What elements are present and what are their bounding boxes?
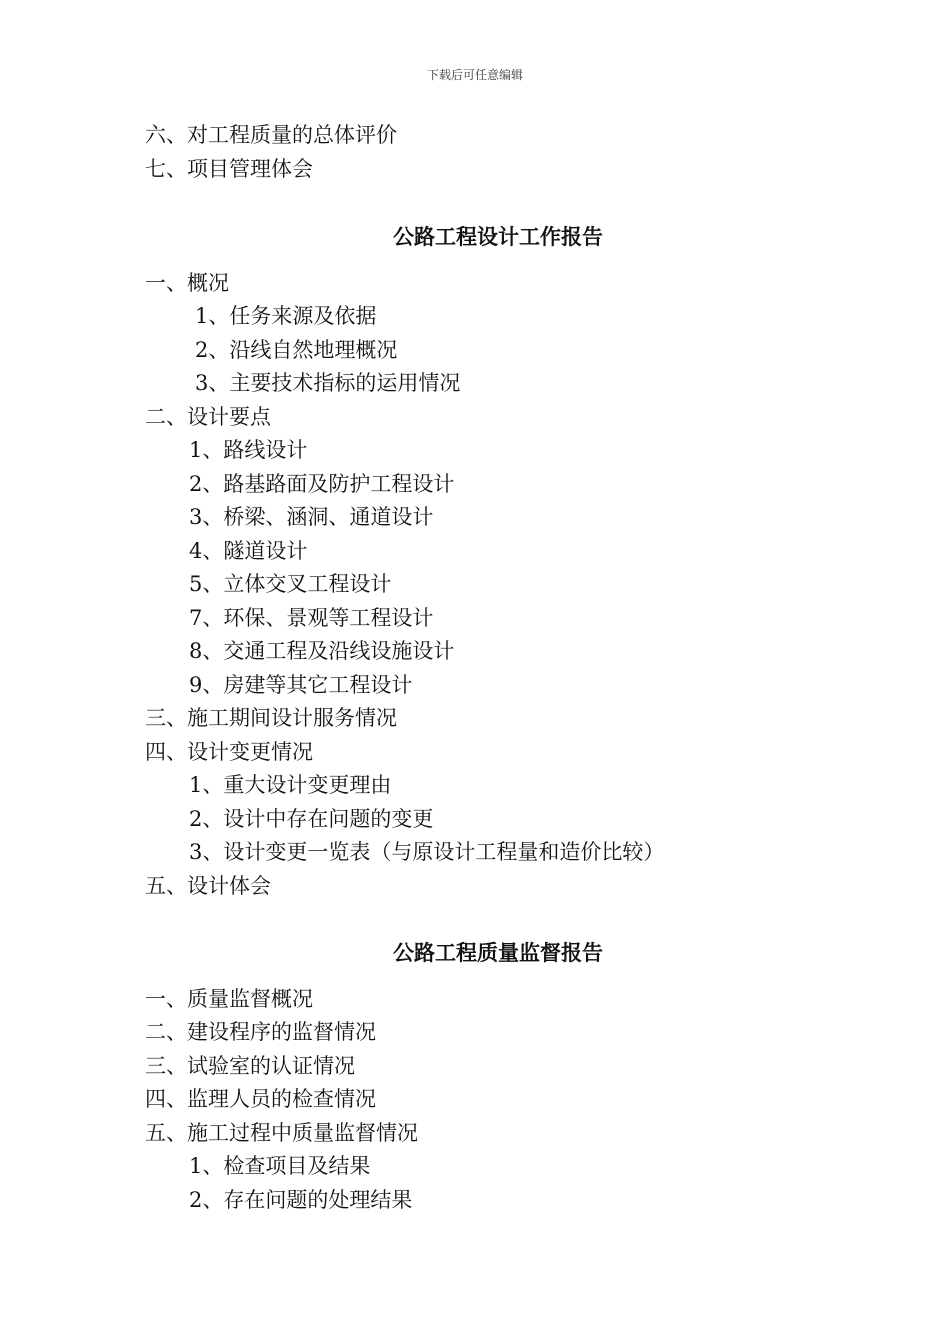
outline-subitem: 3、桥梁、涵洞、通道设计: [189, 505, 434, 529]
outline-item: 五、设计体会: [145, 874, 271, 898]
outline-item: 二、建设程序的监督情况: [145, 1020, 376, 1044]
outline-subitem: 9、房建等其它工程设计: [189, 673, 413, 697]
outline-subitem: 3、设计变更一览表（与原设计工程量和造价比较）: [189, 840, 665, 864]
outline-subitem: 1、路线设计: [189, 438, 308, 462]
outline-subitem: 7、环保、景观等工程设计: [189, 606, 434, 630]
outline-item: 四、设计变更情况: [145, 740, 313, 764]
outline-subitem: 1、重大设计变更理由: [189, 773, 392, 797]
outline-item: 二、设计要点: [145, 405, 271, 429]
outline-subitem: 1、检查项目及结果: [189, 1154, 371, 1178]
outline-item: 一、概况: [145, 271, 229, 295]
outline-item: 三、施工期间设计服务情况: [145, 706, 397, 730]
outline-subitem: 2、存在问题的处理结果: [189, 1188, 413, 1212]
outline-item: 三、试验室的认证情况: [145, 1054, 355, 1078]
quality-report-title: 公路工程质量监督报告: [393, 940, 603, 965]
outline-subitem: 2、设计中存在问题的变更: [189, 807, 434, 831]
outline-subitem: 4、隧道设计: [189, 539, 308, 563]
outline-subitem: 2、沿线自然地理概况: [195, 338, 398, 362]
outline-subitem: 5、立体交叉工程设计: [189, 572, 392, 596]
outline-item: 七、项目管理体会: [145, 157, 313, 181]
outline-subitem: 2、路基路面及防护工程设计: [189, 472, 455, 496]
outline-item: 一、质量监督概况: [145, 987, 313, 1011]
outline-item: 四、监理人员的检查情况: [145, 1087, 376, 1111]
outline-subitem: 8、交通工程及沿线设施设计: [189, 639, 455, 663]
outline-subitem: 3、主要技术指标的运用情况: [195, 371, 461, 395]
page-header: 下载后可任意编辑: [426, 68, 523, 82]
outline-subitem: 1、任务来源及依据: [195, 304, 377, 328]
outline-item: 六、对工程质量的总体评价: [145, 123, 397, 147]
design-report-title: 公路工程设计工作报告: [393, 224, 603, 249]
outline-item: 五、施工过程中质量监督情况: [145, 1121, 418, 1145]
